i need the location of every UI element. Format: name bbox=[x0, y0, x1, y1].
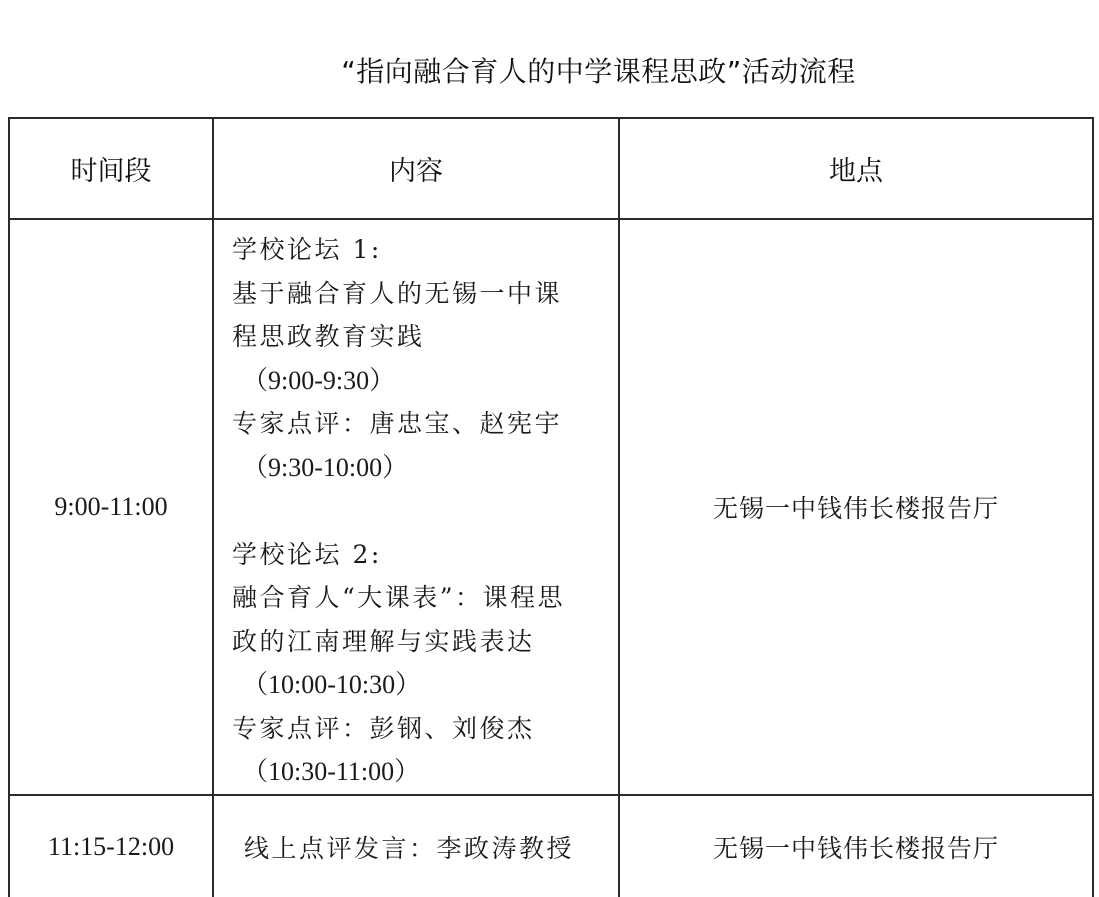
row2-location: 无锡一中钱伟长楼报告厅 bbox=[619, 795, 1093, 897]
schedule-table bbox=[8, 117, 1094, 897]
forum1-review: 专家点评：唐忠宝、赵宪宇 bbox=[232, 409, 563, 438]
document-title: “指向融合育人的中学课程思政”活动流程 bbox=[341, 55, 856, 88]
row1-content bbox=[213, 219, 619, 795]
header-content: 内容 bbox=[213, 118, 619, 219]
table-row bbox=[9, 795, 1093, 897]
forum1-time: （9:00-9:30） bbox=[242, 365, 396, 395]
forum1-title: 学校论坛 1: bbox=[232, 235, 382, 264]
forum2-review-time: （10:30-11:00） bbox=[242, 757, 421, 786]
row1-location: 无锡一中钱伟长楼报告厅 bbox=[619, 219, 1093, 795]
forum1-topic-line1: 基于融合育人的无锡一中课 bbox=[232, 278, 563, 308]
forum1-review-time: （9:30-10:00） bbox=[242, 452, 409, 482]
forum2-topic-line1: 融合育人“大课表”：课程思 bbox=[232, 583, 566, 612]
table-header-row bbox=[9, 118, 1093, 219]
header-location: 地点 bbox=[619, 118, 1093, 219]
table-row bbox=[9, 219, 1093, 795]
forum2-review: 专家点评：彭钢、刘俊杰 bbox=[232, 713, 535, 743]
spacer bbox=[232, 489, 614, 533]
forum2-title: 学校论坛 2: bbox=[232, 539, 382, 569]
header-time: 时间段 bbox=[9, 118, 213, 219]
row1-time: 9:00-11:00 bbox=[9, 219, 213, 795]
forum1-topic-line2: 程思政教育实践 bbox=[232, 322, 425, 351]
row2-content: 线上点评发言：李政涛教授 bbox=[213, 795, 619, 897]
row2-time: 11:15-12:00 bbox=[9, 795, 213, 897]
forum2-time: （10:00-10:30） bbox=[242, 670, 422, 699]
forum2-topic-line2: 政的江南理解与实践表达 bbox=[232, 626, 535, 656]
